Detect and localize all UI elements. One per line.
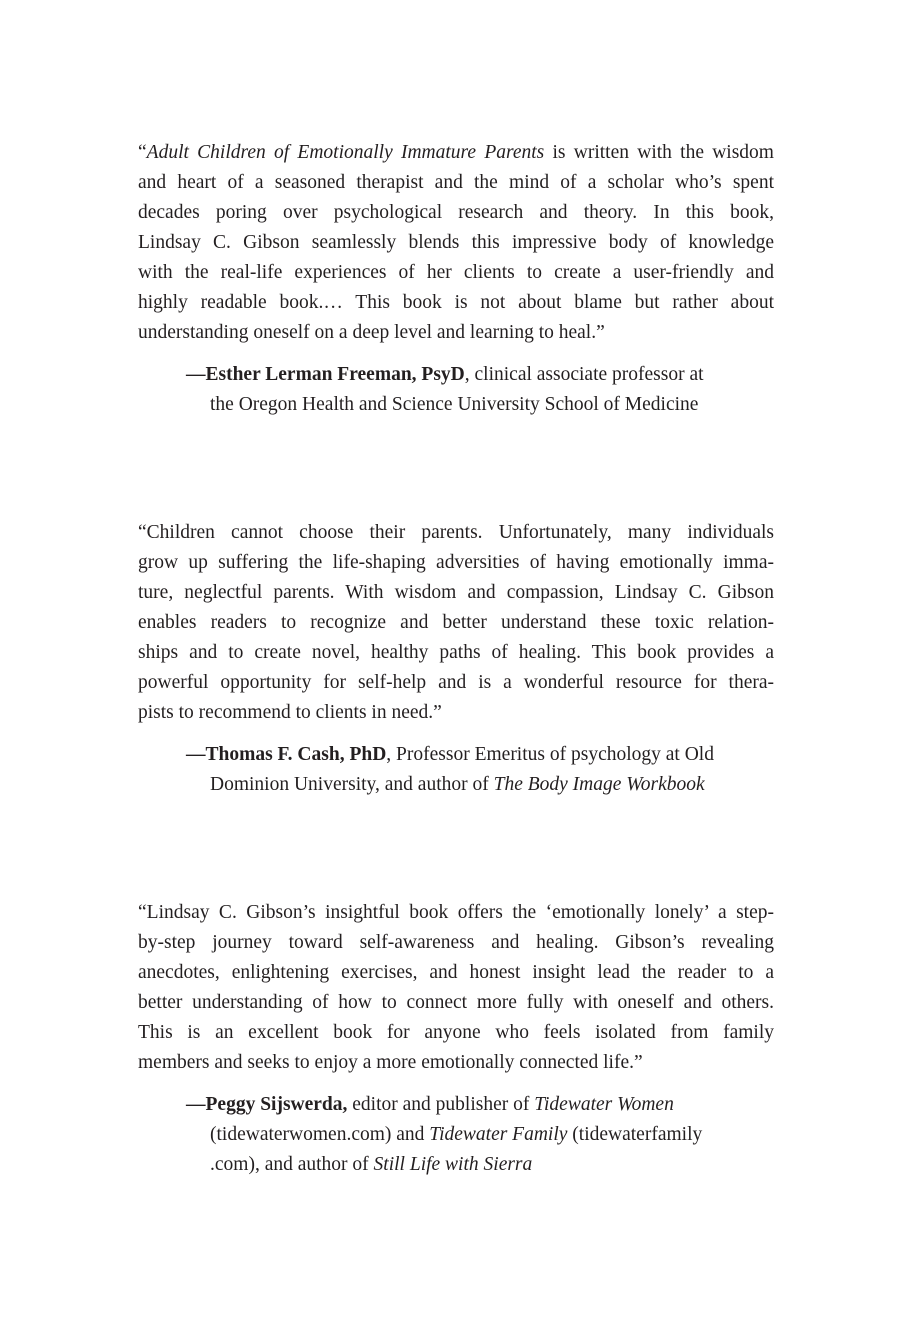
text-segment: enables readers to recognize and better understand these toxic relation- [138,612,774,633]
quote [138,518,774,728]
italic-text: Adult Children of Emotionally Immature Parents [146,142,545,163]
italic-text: The Body Image Workbook [493,774,705,795]
quote [138,898,774,1078]
italic-text: Tidewater Women [534,1094,674,1115]
quote-line [138,1018,774,1048]
text-segment: , clinical associate professor at [464,364,704,385]
blurb-2 [138,518,774,800]
text-segment: This is an excellent book for anyone who feels isolated from family [138,1022,774,1043]
attribution-line [138,1090,774,1120]
quote-line [138,928,774,958]
bold-text: PsyD [421,364,465,385]
attribution [138,1090,774,1180]
quote-line [138,548,774,578]
text-segment: highly readable book.… This book is not about blame but rather about [138,292,774,313]
quote-line [138,958,774,988]
attribution-line [138,1120,774,1150]
quote-line [138,198,774,228]
attribution [138,740,774,800]
text-segment: Lindsay C. Gibson seamlessly blends this impressive body of knowledge [138,232,774,253]
text-segment: Dominion University, and author of [210,774,494,795]
text-segment: editor and publisher of [347,1094,535,1115]
quote-line [138,318,774,348]
text-segment: pists to recommend to clients in need.” [138,702,442,723]
text-segment: powerful opportunity for self-help and is a wonderful resource for thera- [138,672,774,693]
quote-line [138,228,774,258]
quote-line [138,138,774,168]
attribution-line [138,390,774,420]
text-segment: “Children cannot choose their parents. Unfortunately, many individuals [138,522,774,543]
attribution-line [138,770,774,800]
text-segment: by-step journey toward self-awareness and healing. Gibson’s revealing [138,932,774,953]
bold-text: —Thomas F. Cash, PhD [186,744,387,765]
quote-line [138,1048,774,1078]
text-segment: ships and to create novel, healthy paths of healing. This book provides a [138,642,774,663]
quote-line [138,638,774,668]
attribution-line [138,1150,774,1180]
blurb-3 [138,898,774,1180]
text-segment: , Professor Emeritus of psychology at Old [386,744,714,765]
text-segment: anecdotes, enlightening exercises, and honest insight lead the reader to a [138,962,774,983]
text-segment: members and seeks to enjoy a more emotionally connected life.” [138,1052,643,1073]
attribution [138,360,774,420]
text-segment: “ [138,142,147,163]
text-segment: decades poring over psychological research and theory. In this book, [138,202,774,223]
quote-line [138,288,774,318]
quote-line [138,578,774,608]
text-segment: understanding oneself on a deep level and learning to heal.” [138,322,605,343]
quote-line [138,168,774,198]
text-segment: ture, neglectful parents. With wisdom and compassion, Lindsay C. Gibson [138,582,774,603]
text-segment: is written with the wisdom [544,142,774,163]
blurb-1 [138,138,774,420]
bold-text: —Esther Lerman Freeman, [186,364,422,385]
text-segment: with the real-life experiences of her clients to create a user-friendly and [138,262,774,283]
attribution-line [138,360,774,390]
italic-text: Still Life with Sierra [373,1154,533,1175]
text-segment: (tidewaterwomen.com) and [210,1124,430,1145]
italic-text: Tidewater Family [429,1124,568,1145]
text-segment: “Lindsay C. Gibson’s insightful book offers the ‘emotionally lonely’ a step- [138,902,774,923]
quote-line [138,258,774,288]
text-segment: the Oregon Health and Science University School of Medicine [210,394,699,415]
attribution-line [138,740,774,770]
quote-line [138,898,774,928]
text-segment: (tidewaterfamily [567,1124,703,1145]
text-segment: better understanding of how to connect more fully with oneself and others. [138,992,774,1013]
text-segment: and heart of a seasoned therapist and the mind of a scholar who’s spent [138,172,774,193]
text-segment: .com), and author of [210,1154,374,1175]
quote-line [138,698,774,728]
text-segment: grow up suffering the life-shaping adversities of having emotionally imma- [138,552,774,573]
quote-line [138,988,774,1018]
bold-text: —Peggy Sijswerda, [186,1094,348,1115]
quote [138,138,774,348]
quote-line [138,608,774,638]
quote-line [138,518,774,548]
quote-line [138,668,774,698]
